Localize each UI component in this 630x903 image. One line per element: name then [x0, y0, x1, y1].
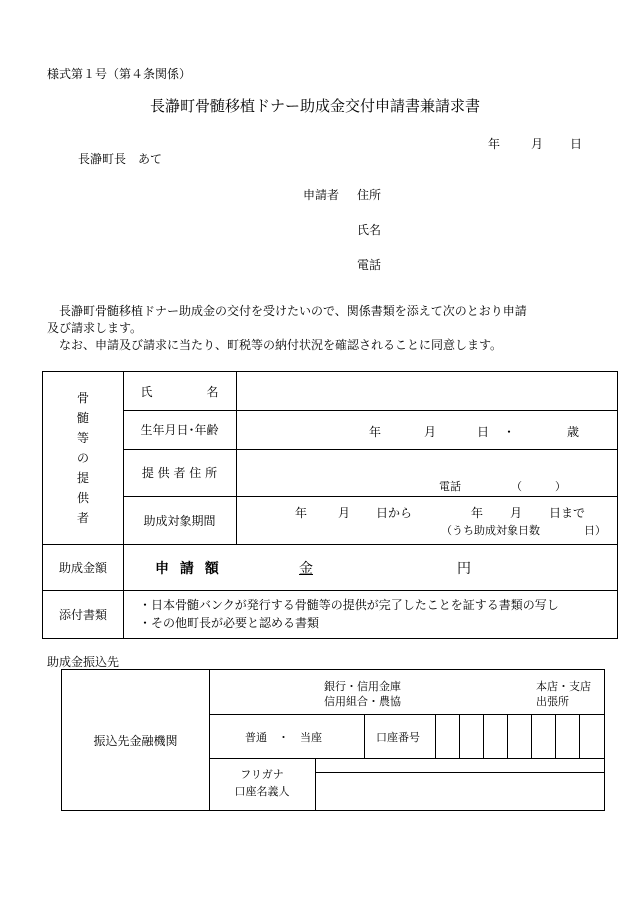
birth-age: 歳 — [567, 425, 580, 439]
period-label: 助成対象期間 — [143, 513, 216, 528]
kin-label: 金 — [299, 561, 313, 577]
period-from-day: 日から — [376, 506, 413, 520]
donor-label-char: 者 — [76, 511, 89, 525]
form-number: 様式第１号（第４条関係） — [47, 67, 192, 81]
branch-1: 本店・支店 — [536, 680, 591, 693]
divider — [507, 714, 508, 758]
period-to-day: 日まで — [549, 506, 586, 520]
amount-label: 助成金額 — [58, 560, 107, 575]
body-line-1: 長瀞町骨髄移植ドナー助成金の交付を受けたいので、関係書類を添えて次のとおり申請 — [59, 304, 527, 318]
body-line-3: なお、申請及び請求に当たり、町税等の納付状況を確認されることに同意します。 — [59, 338, 503, 352]
divider — [43, 544, 618, 545]
applicant-label: 申請者 — [303, 188, 340, 202]
donor-section-label — [43, 372, 123, 544]
request-amount-label: 申 請 額 — [155, 561, 222, 577]
institution-label-text: 振込先金融機関 — [93, 733, 178, 748]
body-text — [47, 303, 607, 354]
birth-month: 月 — [424, 425, 437, 439]
birth-year: 年 — [369, 425, 382, 439]
donor-phone-label: 電話 — [439, 480, 461, 493]
birth-label: 生年月日･年齢 — [140, 423, 219, 437]
period-from-month: 月 — [338, 506, 351, 520]
applicant-address-label: 住所 — [357, 188, 382, 202]
bank-types-1: 銀行・信用金庫 — [324, 680, 401, 693]
donor-label-char: の — [76, 451, 89, 465]
divider — [209, 714, 604, 715]
divider — [579, 714, 580, 758]
donor-label-char: 骨 — [76, 391, 89, 405]
birth-day: 日 — [477, 425, 490, 439]
bank-types-2: 信用組合・農協 — [324, 695, 401, 708]
date-day: 日 — [570, 137, 583, 151]
attachments-label: 添付書類 — [58, 607, 107, 622]
name-label-1: 氏 — [140, 384, 153, 399]
document-title: 長瀞町骨髄移植ドナー助成金交付申請書兼請求書 — [149, 97, 480, 115]
date-year: 年 — [488, 137, 501, 151]
divider — [315, 772, 604, 773]
account-type: 普通 ・ 当座 — [245, 731, 322, 744]
donor-name-field[interactable] — [237, 373, 617, 409]
period-from-year: 年 — [295, 506, 308, 520]
bank-section-title: 助成金振込先 — [47, 655, 120, 669]
period-to-year: 年 — [471, 506, 484, 520]
address-label: 提 供 者 住 所 — [141, 466, 218, 480]
name-label — [123, 372, 236, 410]
donor-label-char: 等 — [76, 431, 89, 445]
date-month: 月 — [531, 137, 544, 151]
divider — [364, 714, 365, 758]
application-table — [42, 371, 618, 639]
donor-label-char: 提 — [76, 471, 89, 485]
institution-label — [62, 670, 209, 810]
divider — [483, 714, 484, 758]
birth-dot: ・ — [503, 425, 516, 439]
divider — [531, 714, 532, 758]
applicant-phone-label: 電話 — [357, 258, 382, 272]
branch-2: 出張所 — [536, 695, 569, 708]
period-to-month: 月 — [510, 506, 523, 520]
body-line-2: 及び請求します。 — [47, 321, 143, 335]
divider — [459, 714, 460, 758]
account-number-label: 口座番号 — [376, 731, 420, 744]
furigana-label: フリガナ — [240, 768, 284, 781]
bank-table — [61, 669, 605, 811]
name-label-2: 名 — [206, 384, 219, 399]
yen-label: 円 — [457, 561, 471, 577]
donor-phone-paren: （ ） — [511, 480, 566, 493]
divider — [315, 758, 316, 810]
donor-label-char: 髄 — [76, 411, 89, 425]
addressee: 長瀞町長 あて — [78, 152, 163, 166]
applicant-name-label: 氏名 — [357, 223, 382, 237]
divider — [555, 714, 556, 758]
donor-label-char: 供 — [76, 491, 89, 505]
amount-field[interactable] — [299, 558, 471, 578]
period-note: （うち助成対象日数 日） — [441, 524, 606, 537]
attachment-item-1: ・日本骨髄バンクが発行する骨髄等の提供が完了したことを証する書類の写し — [139, 598, 559, 612]
divider — [209, 758, 604, 759]
attachment-item-2: ・その他町長が必要と認める書類 — [139, 616, 320, 630]
divider — [43, 590, 618, 591]
holder-label: 口座名義人 — [234, 785, 290, 798]
divider — [435, 714, 436, 758]
